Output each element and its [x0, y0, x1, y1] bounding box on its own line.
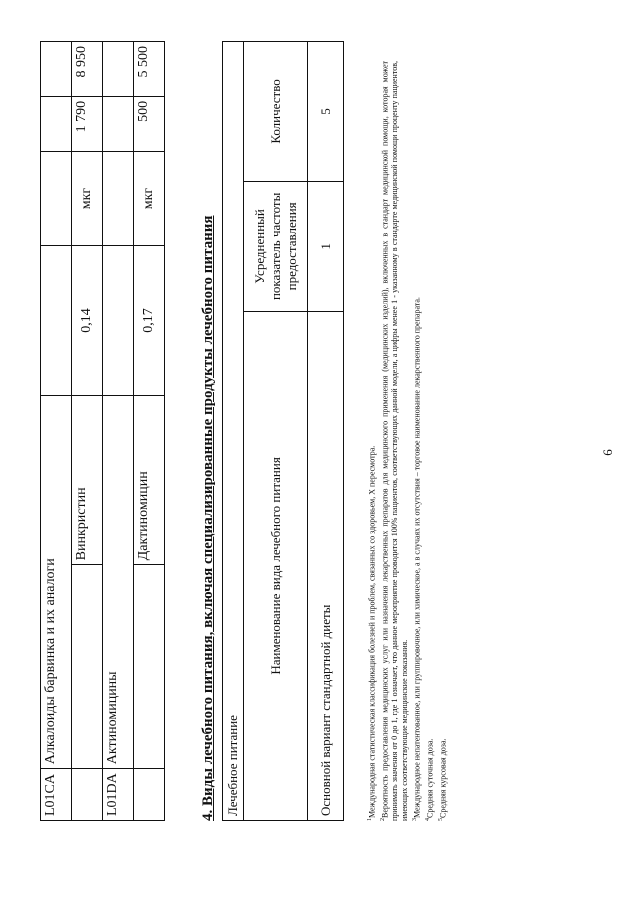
diet-frequency: 1 — [308, 181, 344, 311]
column-header-frequency: Усредненный показатель частоты предоставления — [244, 181, 308, 311]
drug-unit: мкг — [134, 151, 165, 246]
diet-name: Основной вариант стандартной диеты — [308, 311, 344, 820]
atc-code: L01DA — [103, 769, 134, 821]
table-group-header: Лечебное питание — [223, 42, 244, 821]
drug-group: Актиномицины — [103, 395, 134, 769]
daily-dose: 1 790 — [72, 96, 103, 151]
section-title: 4. Виды лечебного питания, включая специализированные продукты лечебного питания — [200, 215, 216, 821]
footnote: $^5$Средняя курсовая доза. — [437, 738, 448, 821]
footnote: $^4$Средняя суточная доза. — [424, 738, 435, 821]
table-row — [308, 42, 344, 821]
diet-quantity: 5 — [308, 42, 344, 182]
nutrition-table — [222, 41, 344, 821]
table-row — [41, 42, 72, 821]
drug-unit: мкг — [72, 151, 103, 246]
atc-code: L01CA — [41, 769, 72, 821]
table-row — [103, 42, 134, 821]
drug-name: Дактиномицин — [134, 395, 165, 565]
table-row — [134, 42, 165, 821]
daily-dose: 500 — [134, 96, 165, 151]
drug-group: Алкалоиды барвинка и их аналоги — [41, 395, 72, 769]
drug-frequency: 0,17 — [134, 246, 165, 395]
column-header-quantity: Количество — [244, 42, 308, 182]
drug-table — [40, 41, 165, 821]
footnote: $^3$Международное непатентованное, или группировочное, или химическое, а в случаях их отсутствия – торговое наименование лекарственного препарата. — [412, 297, 422, 821]
column-header-name: Наименование вида лечебного питания — [244, 311, 308, 820]
footnotes — [365, 61, 448, 821]
course-dose: 8 950 — [72, 42, 103, 97]
footnote: $^1$Международная статистическая классификация болезней и проблем, связанных со здоровьем, X пересмотра. — [367, 445, 377, 821]
drug-frequency: 0,14 — [72, 246, 103, 395]
course-dose: 5 500 — [134, 42, 165, 97]
page-number: 6 — [600, 449, 615, 456]
footnote: $^2$Вероятность предоставления медицинских услуг или назначения лекарственных препаратов для медицинского применения (медицинских изделий), включенных в стандарт медицинской помощи, которая может принимать значения от 0 до 1, где 1 означает, что данное мероприятие проводится 100% пациентов, соответствующих данной модели, а цифры менее 1 - указанному в стандарте медицинской помощи проценту пациентов, имеющих соответствующие медицинские показания. — [379, 61, 410, 821]
drug-name: Винкристин — [72, 395, 103, 565]
table-row — [223, 42, 244, 821]
table-row — [244, 42, 308, 821]
table-row — [72, 42, 103, 821]
